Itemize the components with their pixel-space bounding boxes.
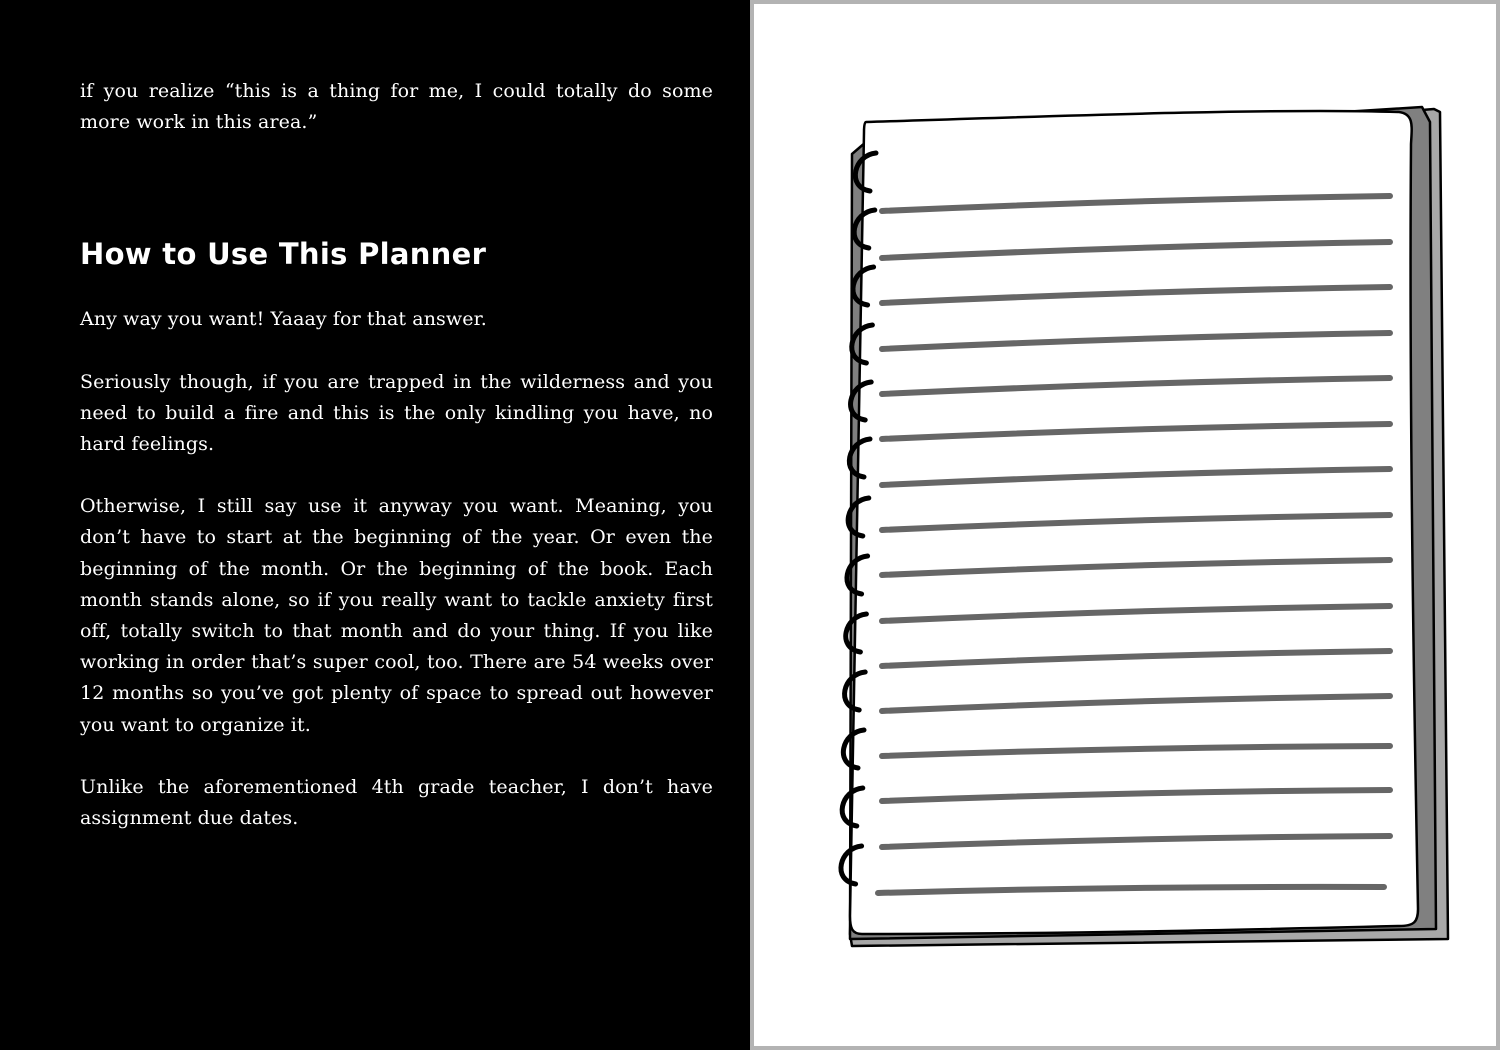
body-paragraph-3: Otherwise, I still say use it anyway you want. Meaning, you don’t have to start at the beginning of the year. Or even the beginning of the month. Or the beginning of the book. Each month stands alone, so if you really want to tackle anxiety first off, totally switch to that month and do your thing. If you like working in order that’s super cool, too. There are 54 weeks over 12 months so you’ve got plenty of space to spread out however you want to organize it.	[80, 495, 713, 736]
body-paragraph-1: Any way you want! Yaaay for that answer.	[80, 308, 487, 331]
body-paragraph-4: Unlike the aforementioned 4th grade teacher, I don’t have assignment due dates.	[80, 775, 713, 830]
section-heading: How to Use This Planner	[80, 237, 487, 272]
right-page	[750, 0, 1500, 1050]
body-paragraph-2: Seriously though, if you are trapped in the wilderness and you need to build a fire and this is the only kindling you have, no hard feelings.	[80, 370, 713, 456]
spiral-notebook-icon	[754, 4, 1500, 1050]
intro-paragraph: if you realize “this is a thing for me, I could totally do some more work in this area.”	[80, 80, 713, 134]
